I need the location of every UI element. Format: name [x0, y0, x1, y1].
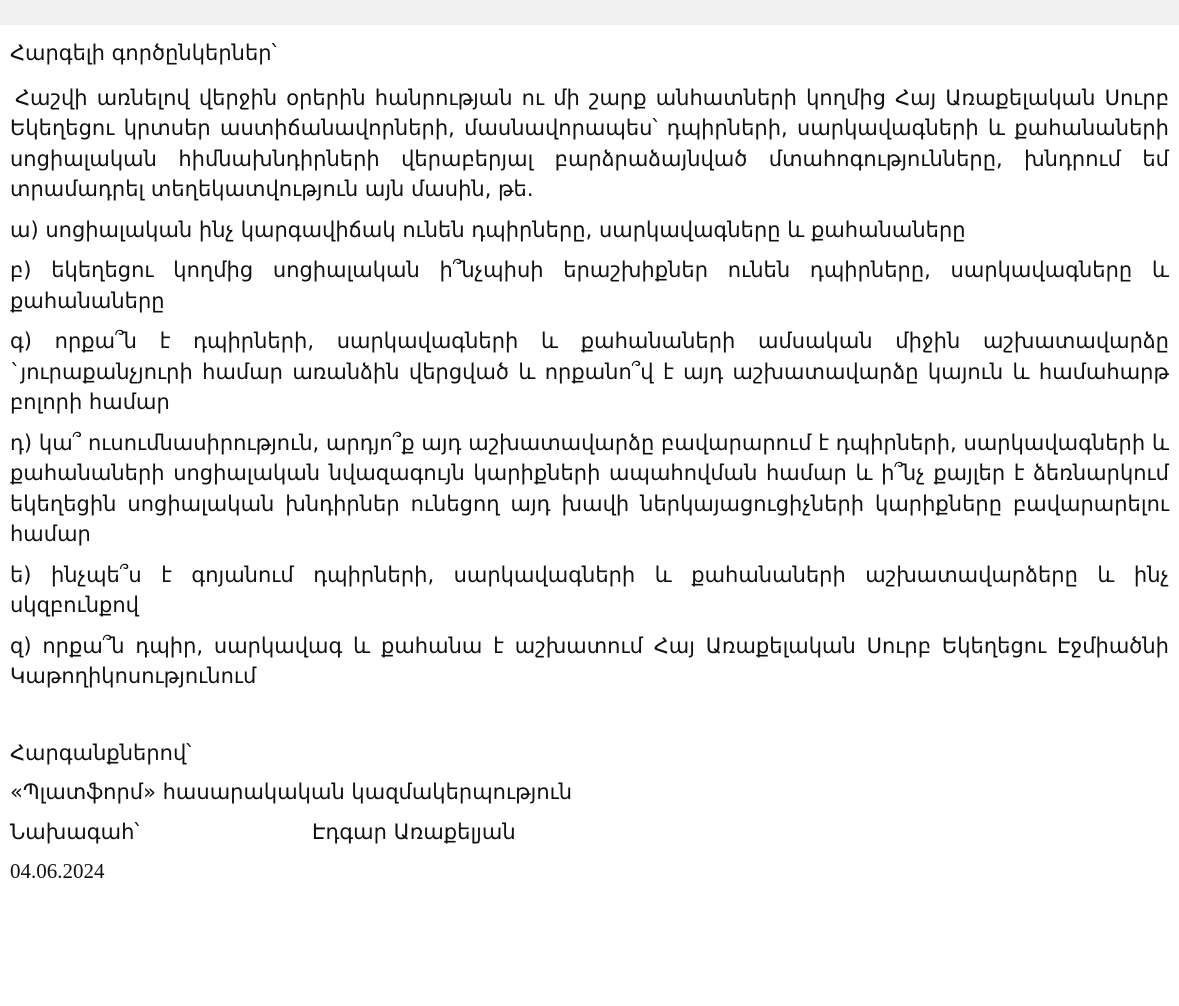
letter-date: 04.06.2024 [10, 859, 105, 883]
letter-salutation: Հարգելի գործընկերներ՝ [10, 41, 277, 65]
letter-document [0, 38, 1179, 887]
question-b: բ) եկեղեցու կողմից սոցիալական ի՞նչպիսի երաշխիքներ ունեն դպիրները, սարկավագները և քահանաները [10, 258, 1169, 313]
top-toolbar-strip [0, 0, 1179, 25]
question-c: գ) որքա՞ն է դպիրների, սարկավագների և քահանաների ամսական միջին աշխատավարձը `յուրաքանչյուրի համար առանձին վերցված և որքանո՞վ է այդ աշխատավարձը կայուն և համահարթ բոլորի համար [10, 329, 1169, 414]
question-e: ե) ինչպե՞ս է գոյանում դպիրների, սարկավագների և քահանաների աշխատավարձերը և ինչ սկզբունքով [10, 562, 1169, 617]
question-a: ա) սոցիալական ինչ կարգավիճակ ունեն դպիրները, սարկավագները և քահանաները [10, 217, 966, 242]
letter-closing: Հարգանքներով՝ [10, 740, 192, 765]
organization-name: «Պլատֆորմ» հասարակական կազմակերպություն [10, 780, 573, 804]
question-d: դ) կա՞ ուսումնասիրություն, արդյո՞ք այդ աշխատավարձը բավարարում է դպիրների, սարկավագների և քահանաների սոցիալական նվազագույն կարիքների ապահովման համար և ի՞նչ քայլեր է ձեռնարկում եկեղեցին սոցիալական խնդիրներ ունեցող այդ խավի ներկայացուցիչների կարիքները բավարարելու համար [10, 430, 1169, 546]
letter-intro-paragraph: Հաշվի առնելով վերջին օրերին հանրության ու մի շարք անհատների կողմից Հայ Առաքելական Սուրբ Եկեղեցու կրտսեր աստիճանավորների, մասնավորապես՝ դպիրների, սարկավագների և քահանաների սոցիալական հիմնախնդիրների վերաբերյալ բարձրաձայնված մտահոգությունները, խնդրում եմ տրամադրել տեղեկատվություն այն մասին, թե. [10, 85, 1169, 201]
signer-title: Նախագահ՝ [10, 819, 140, 844]
signer-name: Էդգար Առաքելյան [312, 819, 516, 844]
signature-row [10, 817, 1169, 848]
question-f: զ) որքա՞ն դպիր, սարկավագ և քահանա է աշխատում Հայ Առաքելական Սուրբ Եկեղեցու Էջմիածնի Կաթողիկոսությունում [10, 633, 1169, 688]
